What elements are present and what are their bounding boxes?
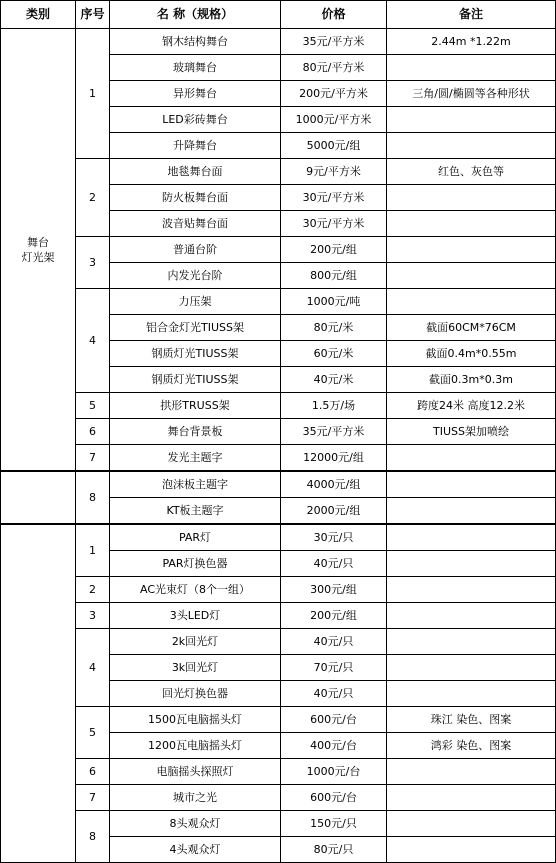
seq-cell: 2 [76,577,110,603]
header-name: 名 称（规格） [110,1,281,29]
seq-cell: 6 [76,759,110,785]
note-cell [387,107,556,133]
category-stage-line1: 舞台 [27,235,49,249]
note-cell [387,471,556,498]
table-row [1,785,556,811]
price-cell: 1000元/平方米 [281,107,387,133]
seq-cell: 5 [76,707,110,759]
note-cell [387,655,556,681]
price-cell: 1000元/台 [281,759,387,785]
price-cell: 9元/平方米 [281,159,387,185]
table-row [1,237,556,263]
name-cell: 泡沫板主题字 [110,471,281,498]
note-cell: 截面0.4m*0.55m [387,341,556,367]
name-cell: 电脑摇头探照灯 [110,759,281,785]
name-cell: 内发光台阶 [110,263,281,289]
name-cell: 钢木结构舞台 [110,29,281,55]
price-cell: 80元/只 [281,837,387,863]
name-cell: 城市之光 [110,785,281,811]
note-cell: 截面0.3m*0.3m [387,367,556,393]
price-cell: 35元/平方米 [281,29,387,55]
seq-cell: 4 [76,629,110,707]
table-row [1,524,556,551]
note-cell [387,811,556,837]
name-cell: 玻璃舞台 [110,55,281,81]
category-cell-empty [1,471,76,524]
note-cell [387,185,556,211]
header-category: 类别 [1,1,76,29]
price-cell: 80元/平方米 [281,55,387,81]
note-cell [387,445,556,472]
note-cell [387,55,556,81]
table-row [1,707,556,733]
price-cell: 12000元/组 [281,445,387,472]
price-cell: 400元/台 [281,733,387,759]
table-row [1,629,556,655]
name-cell: 地毯舞台面 [110,159,281,185]
note-cell [387,577,556,603]
table-row [1,811,556,837]
name-cell: 钢质灯光TIUSS架 [110,367,281,393]
name-cell: 回光灯换色器 [110,681,281,707]
name-cell: 力压架 [110,289,281,315]
note-cell: 红色、灰色等 [387,159,556,185]
price-cell: 2000元/组 [281,498,387,525]
category-stage-line2: 灯光架 [21,250,55,264]
name-cell: AC光束灯（8个一组） [110,577,281,603]
name-cell: 4头观众灯 [110,837,281,863]
price-cell: 200元/平方米 [281,81,387,107]
price-cell: 200元/组 [281,603,387,629]
table-row [1,419,556,445]
price-cell: 70元/只 [281,655,387,681]
price-cell: 40元/米 [281,367,387,393]
table-row [1,393,556,419]
seq-cell: 7 [76,445,110,472]
note-cell: 鸿彩 染色、图案 [387,733,556,759]
seq-cell: 7 [76,785,110,811]
note-cell: 三角/圆/椭圆等各种形状 [387,81,556,107]
price-cell: 60元/米 [281,341,387,367]
note-cell [387,289,556,315]
price-cell: 30元/只 [281,524,387,551]
name-cell: 升降舞台 [110,133,281,159]
name-cell: LED彩砖舞台 [110,107,281,133]
note-cell [387,837,556,863]
note-cell [387,681,556,707]
header-row [1,1,556,29]
note-cell [387,133,556,159]
name-cell: PAR灯换色器 [110,551,281,577]
name-cell: 防火板舞台面 [110,185,281,211]
name-cell: 钢质灯光TIUSS架 [110,341,281,367]
category-cell-empty [1,524,76,863]
note-cell: 2.44m *1.22m [387,29,556,55]
table-row [1,603,556,629]
price-cell: 200元/组 [281,237,387,263]
table-row [1,29,556,55]
note-cell: TIUSS架加喷绘 [387,419,556,445]
name-cell: 发光主题字 [110,445,281,472]
price-cell: 1000元/吨 [281,289,387,315]
note-cell: 珠江 染色、图案 [387,707,556,733]
note-cell: 跨度24米 高度12.2米 [387,393,556,419]
price-cell: 80元/米 [281,315,387,341]
note-cell [387,498,556,525]
seq-cell: 5 [76,393,110,419]
price-cell: 600元/台 [281,785,387,811]
note-cell: 截面60CM*76CM [387,315,556,341]
price-cell: 150元/只 [281,811,387,837]
price-cell: 30元/平方米 [281,211,387,237]
note-cell [387,629,556,655]
price-cell: 40元/只 [281,551,387,577]
note-cell [387,524,556,551]
price-cell: 5000元/组 [281,133,387,159]
name-cell: 异形舞台 [110,81,281,107]
name-cell: 普通台阶 [110,237,281,263]
table-row [1,289,556,315]
header-note: 备注 [387,1,556,29]
name-cell: 舞台背景板 [110,419,281,445]
seq-cell: 2 [76,159,110,237]
name-cell: PAR灯 [110,524,281,551]
name-cell: 铝合金灯光TIUSS架 [110,315,281,341]
header-seq: 序号 [76,1,110,29]
price-cell: 1.5万/场 [281,393,387,419]
seq-cell: 3 [76,603,110,629]
seq-cell: 3 [76,237,110,289]
header-price: 价格 [281,1,387,29]
seq-cell: 8 [76,471,110,524]
price-cell: 40元/只 [281,629,387,655]
seq-cell: 1 [76,524,110,577]
seq-cell: 4 [76,289,110,393]
table-row [1,159,556,185]
name-cell: 3k回光灯 [110,655,281,681]
price-cell: 4000元/组 [281,471,387,498]
name-cell: KT板主题字 [110,498,281,525]
name-cell: 拱形TRUSS架 [110,393,281,419]
table-row [1,471,556,498]
price-cell: 30元/平方米 [281,185,387,211]
table-row [1,577,556,603]
table-row [1,445,556,472]
price-cell: 300元/组 [281,577,387,603]
name-cell: 波音贴舞台面 [110,211,281,237]
name-cell: 1500瓦电脑摇头灯 [110,707,281,733]
table-row [1,759,556,785]
name-cell: 8头观众灯 [110,811,281,837]
name-cell: 3头LED灯 [110,603,281,629]
note-cell [387,759,556,785]
price-cell: 600元/台 [281,707,387,733]
note-cell [387,263,556,289]
note-cell [387,785,556,811]
seq-cell: 8 [76,811,110,863]
note-cell [387,211,556,237]
name-cell: 1200瓦电脑摇头灯 [110,733,281,759]
seq-cell: 1 [76,29,110,159]
note-cell [387,237,556,263]
price-cell: 800元/组 [281,263,387,289]
note-cell [387,603,556,629]
name-cell: 2k回光灯 [110,629,281,655]
seq-cell: 6 [76,419,110,445]
price-cell: 40元/只 [281,681,387,707]
note-cell [387,551,556,577]
category-stage [1,29,76,472]
price-cell: 35元/平方米 [281,419,387,445]
